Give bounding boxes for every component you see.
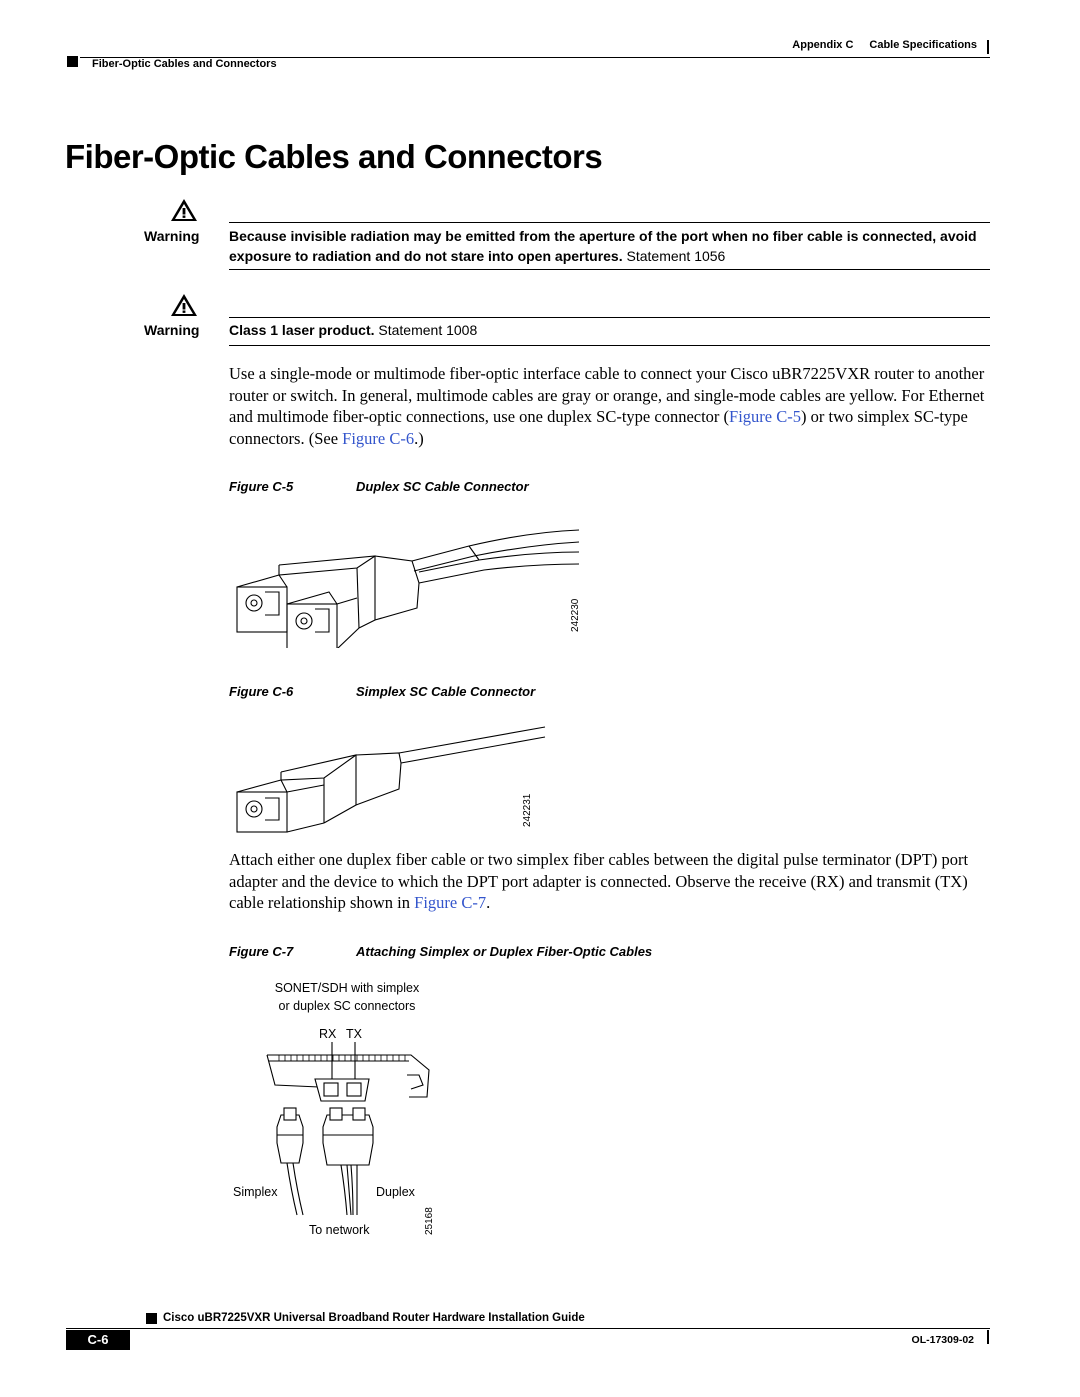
page-number: C-6 bbox=[66, 1330, 130, 1350]
figure-number: Figure C-7 bbox=[229, 944, 294, 959]
figure-link[interactable]: Figure C-6 bbox=[342, 428, 415, 448]
diagram-label-simplex: Simplex bbox=[233, 1185, 278, 1199]
diagram-label-network: To network bbox=[309, 1223, 370, 1237]
running-header-chapter: Appendix C Cable Specifications bbox=[792, 39, 977, 51]
page-title: Fiber-Optic Cables and Connectors bbox=[65, 138, 603, 175]
simplex-sc-connector-illustration bbox=[229, 717, 559, 833]
art-id: 242231 bbox=[522, 793, 533, 827]
duplex-sc-connector-illustration bbox=[229, 512, 609, 648]
figure-number: Figure C-6 bbox=[229, 684, 294, 699]
body-paragraph: Attach either one duplex fiber cable or two simplex fiber cables between the digital pulse terminator (DPT) port adapter and the device to which the DPT port adapter is connected. Observe the receive (RX) and transmit (TX) cable relationship shown in Figure C-7. bbox=[229, 850, 969, 912]
warning-text: Because invisible radiation may be emitted from the aperture of the port when no fiber cable is connected, avoid exposure to radiation and do not stare into open apertures. Statement 1056 bbox=[229, 228, 977, 264]
attaching-cables-illustration bbox=[229, 975, 449, 1245]
header-bar bbox=[987, 40, 989, 54]
diagram-label-duplex: Duplex bbox=[376, 1185, 415, 1199]
running-header-section: Fiber-Optic Cables and Connectors bbox=[92, 58, 277, 70]
diagram-label-tx: TX bbox=[346, 1027, 362, 1041]
footer-guide-title: Cisco uBR7225VXR Universal Broadband Router Hardware Installation Guide bbox=[163, 1312, 585, 1324]
diagram-label-connectors: or duplex SC connectors bbox=[278, 999, 416, 1013]
warning-label: Warning bbox=[144, 322, 200, 338]
figure-title: Attaching Simplex or Duplex Fiber-Optic Cables bbox=[356, 944, 653, 959]
figure-link[interactable]: Figure C-5 bbox=[729, 407, 802, 426]
footer-bar bbox=[987, 1330, 989, 1344]
footer-rule bbox=[66, 1328, 990, 1329]
document-number: OL-17309-02 bbox=[911, 1334, 974, 1346]
art-id: 25168 bbox=[424, 1207, 435, 1235]
warning-rule-top bbox=[229, 222, 990, 223]
diagram-label-rx: RX bbox=[319, 1027, 337, 1041]
warning-label: Warning bbox=[144, 228, 200, 244]
warning-rule-bottom bbox=[229, 269, 990, 270]
warning-rule-top bbox=[229, 317, 990, 318]
warning-rule-bottom bbox=[229, 345, 990, 346]
body-paragraph: Use a single-mode or multimode fiber-optic interface cable to connect your Cisco uBR7225VXR router to another router or switch. In general, multimode cables are gray or orange, and single-mode cables are yellow. For Ethernet and multimode fiber-optic connections, use one duplex SC-type connector (Figure C-5) or two simplex SC-type connectors. (See Figure C-6.) bbox=[229, 364, 985, 448]
header-square bbox=[67, 56, 78, 67]
figure-link[interactable]: Figure C-7 bbox=[414, 893, 487, 912]
figure-number: Figure C-5 bbox=[229, 479, 294, 494]
warning-icon bbox=[170, 293, 198, 317]
warning-text: Class 1 laser product. Statement 1008 bbox=[229, 322, 478, 338]
figure-title: Simplex SC Cable Connector bbox=[356, 684, 536, 699]
art-id: 242230 bbox=[570, 598, 581, 632]
warning-icon bbox=[170, 198, 198, 222]
footer-square bbox=[146, 1313, 157, 1324]
figure-title: Duplex SC Cable Connector bbox=[356, 479, 529, 494]
diagram-label-sonet: SONET/SDH with simplex bbox=[274, 981, 420, 995]
